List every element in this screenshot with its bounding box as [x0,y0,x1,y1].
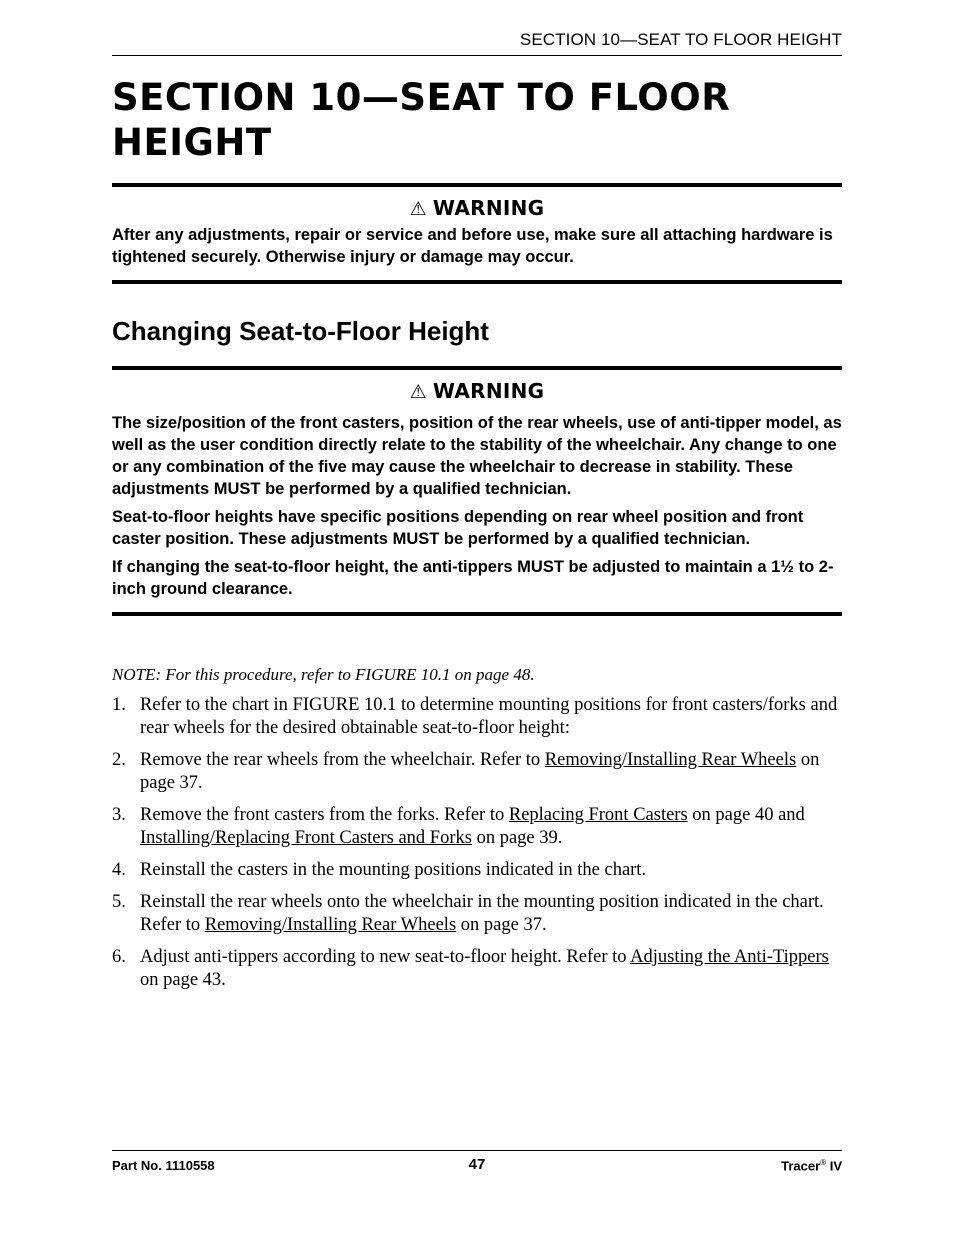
manual-page [112,0,842,1235]
step-text: on page 37. [456,915,547,935]
step-number: 1. [112,695,126,715]
registered-mark: ® [820,1158,827,1167]
page-number: 47 [468,1156,486,1173]
step-number: 5. [112,892,126,912]
step-text: on page 39. [471,828,563,848]
step-text: Reinstall the casters in the mounting positions indicated in the chart. [140,860,647,880]
step-text: on page 43. [140,970,226,990]
warning-box-stability [112,366,842,616]
step-text: Refer to the chart in FIGURE 10.1 to determine mounting positions for front casters/forks and rear wheels for the desired obtainable seat-to-floor height: [140,695,838,738]
warning-heading-text: WARNING [432,196,545,220]
subheading: Changing Seat-to-Floor Height [112,316,489,346]
step-item [112,859,842,882]
link-removing-installing-rear-wheels[interactable]: Removing/Installing Rear Wheels [544,750,797,770]
warning-heading [112,380,842,403]
part-number: Part No. 1110558 [112,1158,215,1173]
warning-triangle-icon: ⚠ [409,381,427,403]
step-number: 2. [112,750,126,770]
step-item [112,804,842,850]
step-number: 6. [112,947,126,967]
step-text: Adjust anti-tippers according to new seat-to-floor height. Refer to [140,947,631,967]
step-item [112,694,842,740]
step-number: 3. [112,805,126,825]
footer-rule [112,1150,842,1151]
link-adjusting-anti-tippers[interactable]: Adjusting the Anti-Tippers [630,947,829,967]
step-number: 4. [112,860,126,880]
step-item [112,749,842,795]
header-rule [112,55,842,56]
warning-box-hardware [112,183,842,284]
step-text: on page 40 and [687,805,805,825]
warning-triangle-icon: ⚠ [409,198,427,220]
page-footer [112,1156,842,1176]
warning-top-rule [112,366,842,370]
warning-top-rule [112,183,842,187]
product-name [781,1158,842,1173]
step-text: Remove the rear wheels from the wheelchair. Refer to [140,750,545,770]
link-replacing-front-casters[interactable]: Replacing Front Casters [508,805,688,825]
product-model: IV [829,1158,842,1174]
procedure-note: NOTE: For this procedure, refer to FIGURE 10.1 on page 48. [112,665,535,684]
link-installing-replacing-front-casters-forks[interactable]: Installing/Replacing Front Casters and Forks [140,828,472,848]
step-text: on page 37. [140,750,820,793]
warning-heading-text: WARNING [432,379,545,403]
link-removing-installing-rear-wheels[interactable]: Removing/Installing Rear Wheels [204,915,457,935]
running-head: SECTION 10—SEAT TO FLOOR HEIGHT [519,30,842,49]
warning-bottom-rule [112,612,842,616]
warning-paragraph: If changing the seat-to-floor height, the anti-tippers MUST be adjusted to maintain a 1½ to 2-inch ground clearance. [112,558,834,598]
step-item [112,891,842,937]
warning-text: After any adjustments, repair or service and before use, make sure all attaching hardware is tightened securely. Otherwise injury or damage may occur. [112,226,833,266]
warning-heading [112,197,842,220]
product-name-text: Tracer [781,1158,821,1174]
step-text: Reinstall the rear wheels onto the wheelchair in the mounting position indicated in the chart. Refer to [140,892,824,935]
procedure-steps [112,694,842,1001]
step-item [112,946,842,992]
warning-paragraph: The size/position of the front casters, position of the rear wheels, use of anti-tipper model, as well as the user condition directly relate to the stability of the wheelchair. Any change to one or any combination of the five may cause the wheelchair to decrease in stability. These adjustments MUST be performed by a qualified technician. [112,414,842,498]
section-title: SECTION 10—SEAT TO FLOOR HEIGHT [112,76,731,164]
step-text: Remove the front casters from the forks. Refer to [140,805,509,825]
warning-bottom-rule [112,280,842,284]
warning-paragraph: Seat-to-floor heights have specific positions depending on rear wheel position and front caster position. These adjustments MUST be performed by a qualified technician. [112,508,804,548]
